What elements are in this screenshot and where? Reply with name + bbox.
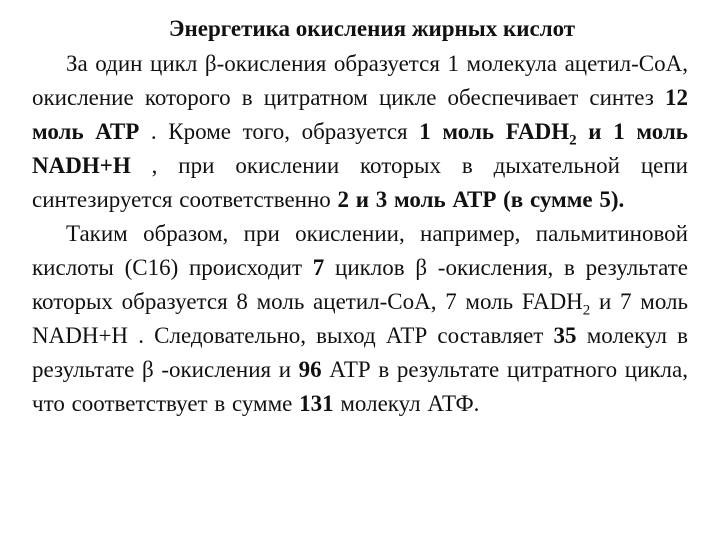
text-segment: , при окислении которых в дыхательной цепи синтезируется соответственно — [32, 153, 688, 212]
text-segment: Таким образом, при окислении, например, пальмитиновой кислоты (С16) происходит — [32, 221, 688, 280]
text-segment: циклов β -окисления, в результате которых образуется 8 моль ацетил-СоА, 7 моль FADH — [32, 255, 688, 314]
atp-yield-citrate-cycle: 12 моль АТР — [32, 85, 688, 144]
text-segment: АТР в результате цитратного цикла, что соответствует в сумме — [32, 357, 688, 416]
text-segment: молекул в результате β -окисления и — [32, 323, 688, 382]
text-segment: . Кроме того, образуется — [139, 119, 420, 144]
cycle-count: 7 — [312, 255, 325, 280]
fadh-label: 1 моль FADH — [419, 119, 570, 144]
citrate-cycle-atp: 96 — [298, 357, 322, 382]
text-segment: молекул АТФ. — [333, 391, 480, 416]
subscript-2: 2 — [582, 302, 591, 319]
document-page — [32, 14, 688, 421]
text-segment: За один цикл β-окисления образуется 1 молекула ацетил-СоА, окисление которого в цитратном цикле обеспечивает синтез — [32, 51, 688, 110]
text-segment: и 7 моль NADH+H . Следовательно, выход АТР составляет — [32, 289, 688, 348]
paragraph-palmitic-acid — [32, 217, 688, 421]
page-title: Энергетика окисления жирных кислот — [168, 16, 576, 41]
respiratory-chain-atp: 2 и 3 моль АТР (в сумме 5). — [337, 187, 625, 212]
total-atp: 131 — [299, 391, 334, 416]
subscript-2: 2 — [569, 132, 577, 149]
nadh-amount: и 1 моль NADH+H — [32, 119, 688, 178]
beta-oxidation-atp: 35 — [553, 323, 577, 348]
fadh2-amount — [419, 119, 577, 149]
paragraph-beta-oxidation-cycle — [32, 47, 688, 217]
